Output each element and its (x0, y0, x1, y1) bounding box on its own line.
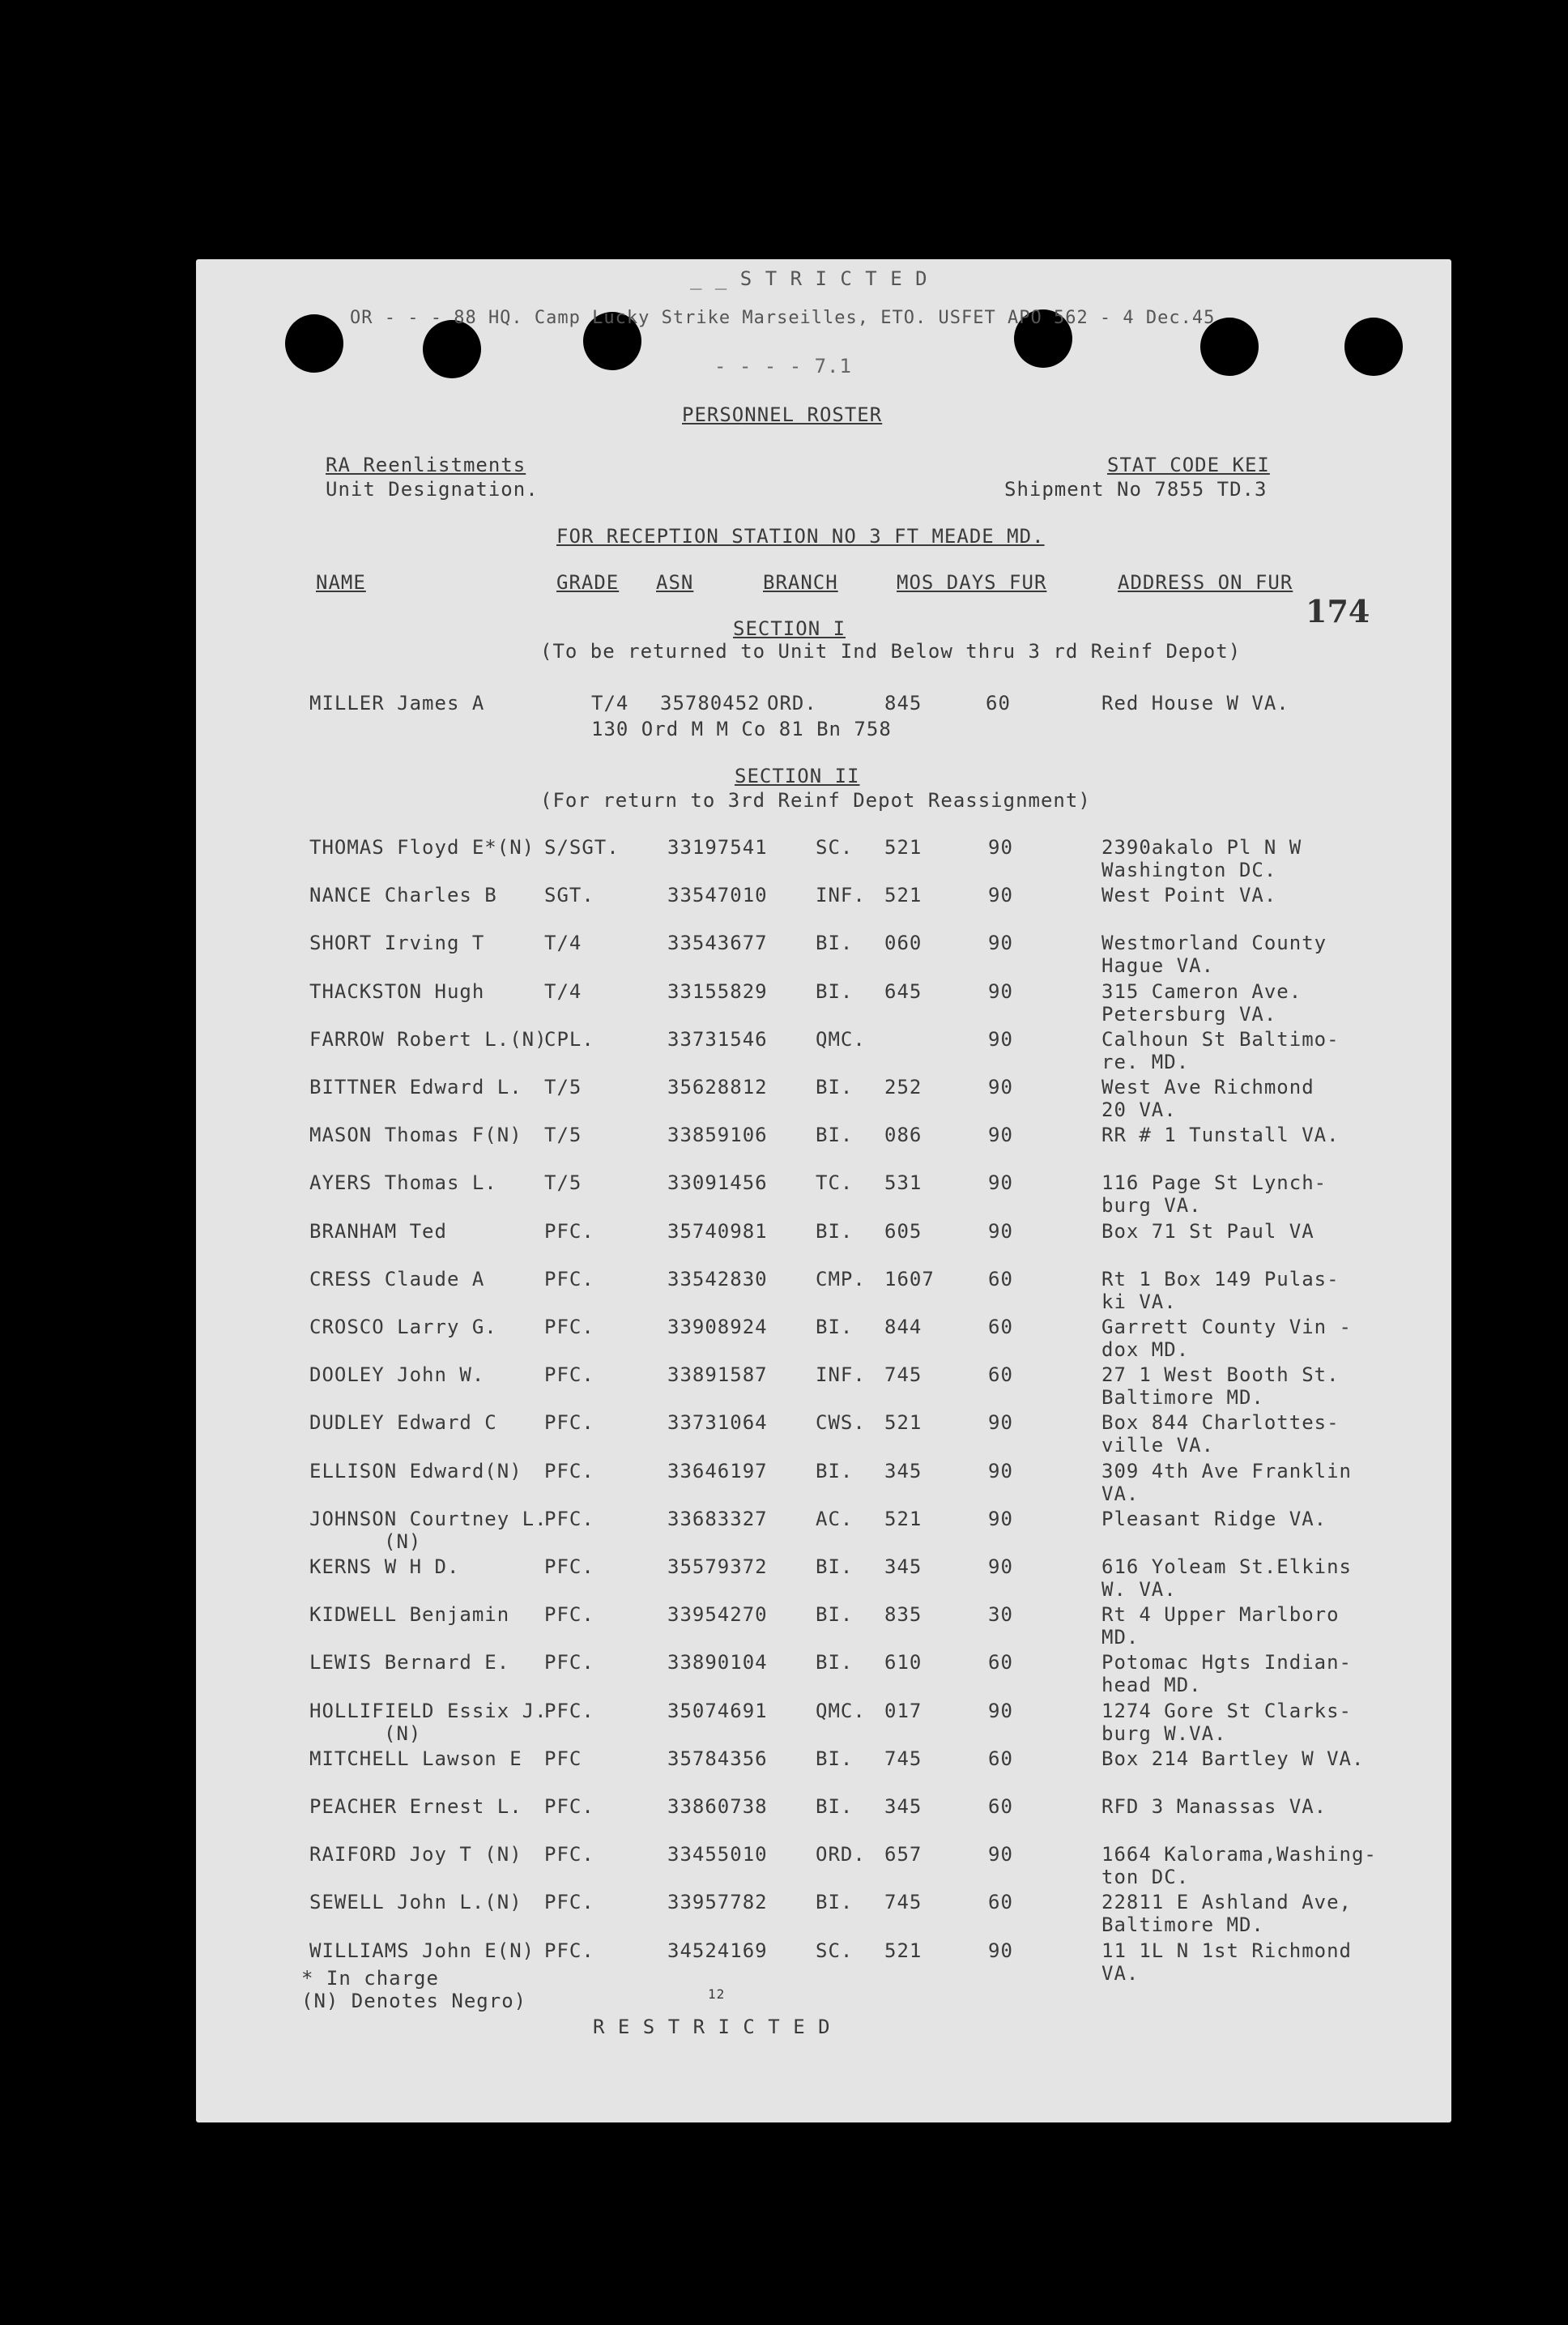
cell-address-line-1: West Ave Richmond (1101, 1076, 1314, 1099)
section-2-subtitle: (For return to 3rd Reinf Depot Reassignment) (540, 789, 1091, 812)
cell-branch: CMP. (816, 1268, 866, 1290)
cell-address-line-1: Box 844 Charlottes- (1101, 1411, 1340, 1434)
cell-address-line-1: 315 Cameron Ave. (1101, 980, 1302, 1003)
cell-branch: CWS. (816, 1411, 866, 1434)
cell-address-line-2: burg VA. (1101, 1194, 1202, 1217)
cell-name: MITCHELL Lawson E (309, 1747, 522, 1770)
footnote-negro: (N) Denotes Negro) (301, 1990, 527, 2012)
cell-asn: 33155829 (667, 980, 768, 1003)
cell-grade: PFC. (544, 1651, 594, 1674)
cell-mos: 017 (884, 1700, 922, 1722)
cell-address-line-1: 1664 Kalorama,Washing- (1101, 1843, 1377, 1866)
cell-grade: T/4 (591, 692, 629, 715)
cell-grade: S/SGT. (544, 836, 620, 859)
cell-mos: 345 (884, 1555, 922, 1578)
cell-address-line-2: dox MD. (1101, 1338, 1190, 1361)
cell-name: WILLIAMS John E(N) (309, 1939, 535, 1962)
cell-name: LEWIS Bernard E. (309, 1651, 510, 1674)
cell-grade: PFC. (544, 1460, 594, 1482)
cell-days: 60 (988, 1891, 1013, 1913)
cell-mos: 605 (884, 1220, 922, 1243)
cell-address-line-2: re. MD. (1101, 1051, 1190, 1073)
blurred-subline: - - - - 7.1 (714, 355, 852, 378)
cell-asn: 34524169 (667, 1939, 768, 1962)
col-mos-days-fur: MOS DAYS FUR (897, 571, 1047, 594)
cell-asn: 33091456 (667, 1171, 768, 1194)
cell-mos: 521 (884, 1508, 922, 1530)
cell-address-line-2: head MD. (1101, 1674, 1202, 1696)
cell-grade: PFC. (544, 1268, 594, 1290)
cell-mos: 645 (884, 980, 922, 1003)
col-name: NAME (316, 571, 366, 594)
cell-days: 60 (988, 1363, 1013, 1386)
cell-days: 90 (988, 1843, 1013, 1866)
cell-address-line-2: MD. (1101, 1626, 1140, 1649)
cell-name: MILLER James A (309, 692, 485, 715)
unit-designation-value: RA Reenlistments (326, 454, 526, 476)
cell-asn: 33860738 (667, 1795, 768, 1818)
cell-days: 90 (988, 1220, 1013, 1243)
cell-grade: PFC. (544, 1939, 594, 1962)
cell-branch: BI. (816, 1076, 854, 1099)
cell-grade: PFC. (544, 1316, 594, 1338)
cell-branch: BI. (816, 1603, 854, 1626)
cell-address-line-1: 27 1 West Booth St. (1101, 1363, 1340, 1386)
cell-mos: 252 (884, 1076, 922, 1099)
cell-grade: PFC. (544, 1220, 594, 1243)
cell-days: 90 (988, 1460, 1013, 1482)
cell-address-line-2: W. VA. (1101, 1578, 1177, 1601)
cell-name: THACKSTON Hugh (309, 980, 485, 1003)
cell-name: BITTNER Edward L. (309, 1076, 522, 1099)
cell-days: 90 (988, 884, 1013, 907)
cell-grade: PFC. (544, 1891, 594, 1913)
cell-branch: QMC. (816, 1028, 866, 1051)
cell-mos: 345 (884, 1460, 922, 1482)
cell-asn: 33547010 (667, 884, 768, 907)
cell-name: THOMAS Floyd E*(N) (309, 836, 535, 859)
reception-station: FOR RECEPTION STATION NO 3 FT MEADE MD. (556, 525, 1045, 548)
cell-name: MASON Thomas F(N) (309, 1124, 522, 1146)
roster-page (196, 259, 1451, 2122)
cell-address-line-1: 116 Page St Lynch- (1101, 1171, 1327, 1194)
section-1-subtitle: (To be returned to Unit Ind Below thru 3 rd Reinf Depot) (540, 640, 1242, 663)
cell-address-line-1: 309 4th Ave Franklin (1101, 1460, 1352, 1482)
cell-address-line-2: ton DC. (1101, 1866, 1190, 1888)
cell-mos: 845 (884, 692, 922, 715)
cell-days: 90 (988, 932, 1013, 954)
cell-address-line-1: Rt 4 Upper Marlboro (1101, 1603, 1340, 1626)
cell-address-line-2: Washington DC. (1101, 859, 1277, 881)
stat-code: STAT CODE KEI (1107, 454, 1270, 476)
cell-grade: SGT. (544, 884, 594, 907)
cell-name: PEACHER Ernest L. (309, 1795, 522, 1818)
cell-address-line-1: Potomac Hgts Indian- (1101, 1651, 1352, 1674)
cell-address-line-1: 22811 E Ashland Ave, (1101, 1891, 1352, 1913)
cell-grade: T/5 (544, 1171, 582, 1194)
cell-mos: 745 (884, 1891, 922, 1913)
punch-hole (1344, 318, 1403, 376)
cell-mos: 745 (884, 1747, 922, 1770)
cell-asn: 33731546 (667, 1028, 768, 1051)
cell-days: 90 (988, 836, 1013, 859)
cell-asn: 35579372 (667, 1555, 768, 1578)
order-line: OR - - - 88 HQ. Camp Lucky Strike Marseilles, ETO. USFET APO 562 - 4 Dec.45 (350, 308, 1216, 328)
cell-name: CRESS Claude A (309, 1268, 485, 1290)
section-1-title: SECTION I (733, 617, 846, 640)
cell-days: 90 (988, 980, 1013, 1003)
cell-name: SEWELL John L.(N) (309, 1891, 522, 1913)
cell-asn: 35074691 (667, 1700, 768, 1722)
punch-hole (285, 314, 343, 373)
cell-days: 90 (988, 1700, 1013, 1722)
cell-days: 60 (986, 692, 1011, 715)
cell-grade: T/4 (544, 932, 582, 954)
cell-grade: PFC. (544, 1411, 594, 1434)
cell-branch: BI. (816, 1460, 854, 1482)
col-asn: ASN (656, 571, 694, 594)
cell-branch: BI. (816, 932, 854, 954)
cell-branch: BI. (816, 1555, 854, 1578)
cell-address-line-1: Garrett County Vin - (1101, 1316, 1352, 1338)
cell-name: JOHNSON Courtney L. (309, 1508, 548, 1530)
cell-days: 90 (988, 1939, 1013, 1962)
cell-address-line-2: Hague VA. (1101, 954, 1215, 977)
cell-address-line-1: Box 71 St Paul VA (1101, 1220, 1314, 1243)
cell-grade: PFC. (544, 1795, 594, 1818)
cell-days: 90 (988, 1171, 1013, 1194)
cell-branch: BI. (816, 1891, 854, 1913)
cell-address-line-2: 20 VA. (1101, 1099, 1177, 1121)
cell-grade: T/5 (544, 1076, 582, 1099)
cell-asn: 33908924 (667, 1316, 768, 1338)
cell-address-line-1: West Point VA. (1101, 884, 1277, 907)
cell-grade: T/5 (544, 1124, 582, 1146)
cell-address-line-2: VA. (1101, 1482, 1140, 1505)
cell-address: Red House W VA. (1101, 692, 1289, 715)
cell-grade: PFC. (544, 1363, 594, 1386)
cell-address-line-2: burg W.VA. (1101, 1722, 1227, 1745)
cell-mos: 521 (884, 1411, 922, 1434)
restricted-header: _ _ S T R I C T E D (690, 267, 928, 290)
cell-address-line-2: ville VA. (1101, 1434, 1215, 1457)
col-branch: BRANCH (763, 571, 838, 594)
cell-mos: 521 (884, 836, 922, 859)
cell-days: 60 (988, 1651, 1013, 1674)
cell-asn: 35628812 (667, 1076, 768, 1099)
footnote-in-charge: * In charge (301, 1967, 439, 1990)
cell-address-line-2: ki VA. (1101, 1290, 1177, 1313)
cell-mos: 086 (884, 1124, 922, 1146)
cell-address-line-2: Petersburg VA. (1101, 1003, 1277, 1026)
cell-branch: BI. (816, 980, 854, 1003)
cell-mos: 521 (884, 1939, 922, 1962)
cell-branch: BI. (816, 1316, 854, 1338)
cell-name: BRANHAM Ted (309, 1220, 447, 1243)
cell-asn: 33891587 (667, 1363, 768, 1386)
footnote-mark: 12 (708, 1986, 726, 2002)
cell-asn: 35784356 (667, 1747, 768, 1770)
col-grade: GRADE (556, 571, 620, 594)
cell-asn: 33646197 (667, 1460, 768, 1482)
cell-address-line-1: Box 214 Bartley W VA. (1101, 1747, 1365, 1770)
cell-branch: ORD. (767, 692, 817, 715)
cell-branch: TC. (816, 1171, 854, 1194)
cell-days: 30 (988, 1603, 1013, 1626)
cell-grade: PFC. (544, 1603, 594, 1626)
cell-branch: BI. (816, 1124, 854, 1146)
cell-name-line-2: (N) (384, 1722, 422, 1745)
cell-asn: 33683327 (667, 1508, 768, 1530)
cell-branch: INF. (816, 884, 866, 907)
cell-asn: 33455010 (667, 1843, 768, 1866)
cell-mos: 531 (884, 1171, 922, 1194)
cell-days: 90 (988, 1076, 1013, 1099)
cell-name: DOOLEY John W. (309, 1363, 485, 1386)
cell-days: 60 (988, 1747, 1013, 1770)
unit-designation-label: Unit Designation. (326, 478, 539, 501)
cell-address-line-1: Calhoun St Baltimo- (1101, 1028, 1340, 1051)
cell-mos: 610 (884, 1651, 922, 1674)
cell-unit-line: 130 Ord M M Co 81 Bn 758 (591, 718, 892, 740)
cell-address-line-1: 616 Yoleam St.Elkins (1101, 1555, 1352, 1578)
cell-name: CROSCO Larry G. (309, 1316, 497, 1338)
cell-name: ELLISON Edward(N) (309, 1460, 522, 1482)
cell-days: 90 (988, 1028, 1013, 1051)
cell-mos: 745 (884, 1363, 922, 1386)
cell-branch: SC. (816, 1939, 854, 1962)
cell-branch: QMC. (816, 1700, 866, 1722)
cell-branch: INF. (816, 1363, 866, 1386)
cell-name: KIDWELL Benjamin (309, 1603, 510, 1626)
cell-address-line-1: Pleasant Ridge VA. (1101, 1508, 1327, 1530)
cell-branch: SC. (816, 836, 854, 859)
cell-grade: PFC. (544, 1555, 594, 1578)
cell-grade: PFC. (544, 1508, 594, 1530)
cell-mos: 521 (884, 884, 922, 907)
cell-name: NANCE Charles B (309, 884, 497, 907)
cell-grade: PFC. (544, 1700, 594, 1722)
cell-days: 90 (988, 1124, 1013, 1146)
cell-days: 60 (988, 1316, 1013, 1338)
cell-mos: 844 (884, 1316, 922, 1338)
cell-name: HOLLIFIELD Essix J. (309, 1700, 548, 1722)
cell-days: 90 (988, 1508, 1013, 1530)
cell-grade: PFC (544, 1747, 582, 1770)
punch-hole (423, 320, 481, 378)
cell-asn: 33890104 (667, 1651, 768, 1674)
cell-branch: AC. (816, 1508, 854, 1530)
cell-asn: 33954270 (667, 1603, 768, 1626)
cell-asn: 35740981 (667, 1220, 768, 1243)
cell-branch: ORD. (816, 1843, 866, 1866)
cell-days: 60 (988, 1795, 1013, 1818)
cell-branch: BI. (816, 1795, 854, 1818)
cell-branch: BI. (816, 1220, 854, 1243)
cell-address-line-1: 2390akalo Pl N W (1101, 836, 1302, 859)
cell-address-line-2: VA. (1101, 1962, 1140, 1985)
section-2-title: SECTION II (735, 765, 860, 787)
cell-name: DUDLEY Edward C (309, 1411, 497, 1434)
cell-address-line-1: 1274 Gore St Clarks- (1101, 1700, 1352, 1722)
cell-name: SHORT Irving T (309, 932, 485, 954)
cell-asn: 33859106 (667, 1124, 768, 1146)
restricted-footer: R E S T R I C T E D (593, 2016, 831, 2038)
cell-address-line-1: Rt 1 Box 149 Pulas- (1101, 1268, 1340, 1290)
cell-grade: CPL. (544, 1028, 594, 1051)
cell-name: RAIFORD Joy T (N) (309, 1843, 522, 1866)
cell-mos: 1607 (884, 1268, 935, 1290)
cell-mos: 835 (884, 1603, 922, 1626)
shipment-no: Shipment No 7855 TD.3 (1004, 478, 1268, 501)
cell-name-line-2: (N) (384, 1530, 422, 1553)
cell-branch: BI. (816, 1747, 854, 1770)
cell-address-line-1: 11 1L N 1st Richmond (1101, 1939, 1352, 1962)
cell-days: 90 (988, 1411, 1013, 1434)
cell-days: 60 (988, 1268, 1013, 1290)
cell-branch: BI. (816, 1651, 854, 1674)
cell-name: KERNS W H D. (309, 1555, 460, 1578)
col-address: ADDRESS ON FUR (1118, 571, 1293, 594)
cell-asn: 33542830 (667, 1268, 768, 1290)
cell-asn: 33543677 (667, 932, 768, 954)
cell-name: FARROW Robert L.(N) (309, 1028, 548, 1051)
page-number-stamp: 174 (1306, 593, 1370, 629)
cell-grade: PFC. (544, 1843, 594, 1866)
cell-grade: T/4 (544, 980, 582, 1003)
cell-address-line-2: Baltimore MD. (1101, 1386, 1264, 1409)
cell-asn: 33731064 (667, 1411, 768, 1434)
cell-asn: 33957782 (667, 1891, 768, 1913)
cell-address-line-1: RR # 1 Tunstall VA. (1101, 1124, 1340, 1146)
cell-mos: 657 (884, 1843, 922, 1866)
cell-days: 90 (988, 1555, 1013, 1578)
cell-name: AYERS Thomas L. (309, 1171, 497, 1194)
cell-mos: 060 (884, 932, 922, 954)
cell-mos: 345 (884, 1795, 922, 1818)
cell-address-line-2: Baltimore MD. (1101, 1913, 1264, 1936)
cell-address-line-1: Westmorland County (1101, 932, 1327, 954)
roster-title: PERSONNEL ROSTER (682, 403, 883, 426)
cell-address-line-1: RFD 3 Manassas VA. (1101, 1795, 1327, 1818)
cell-asn: 35780452 (660, 692, 761, 715)
cell-asn: 33197541 (667, 836, 768, 859)
